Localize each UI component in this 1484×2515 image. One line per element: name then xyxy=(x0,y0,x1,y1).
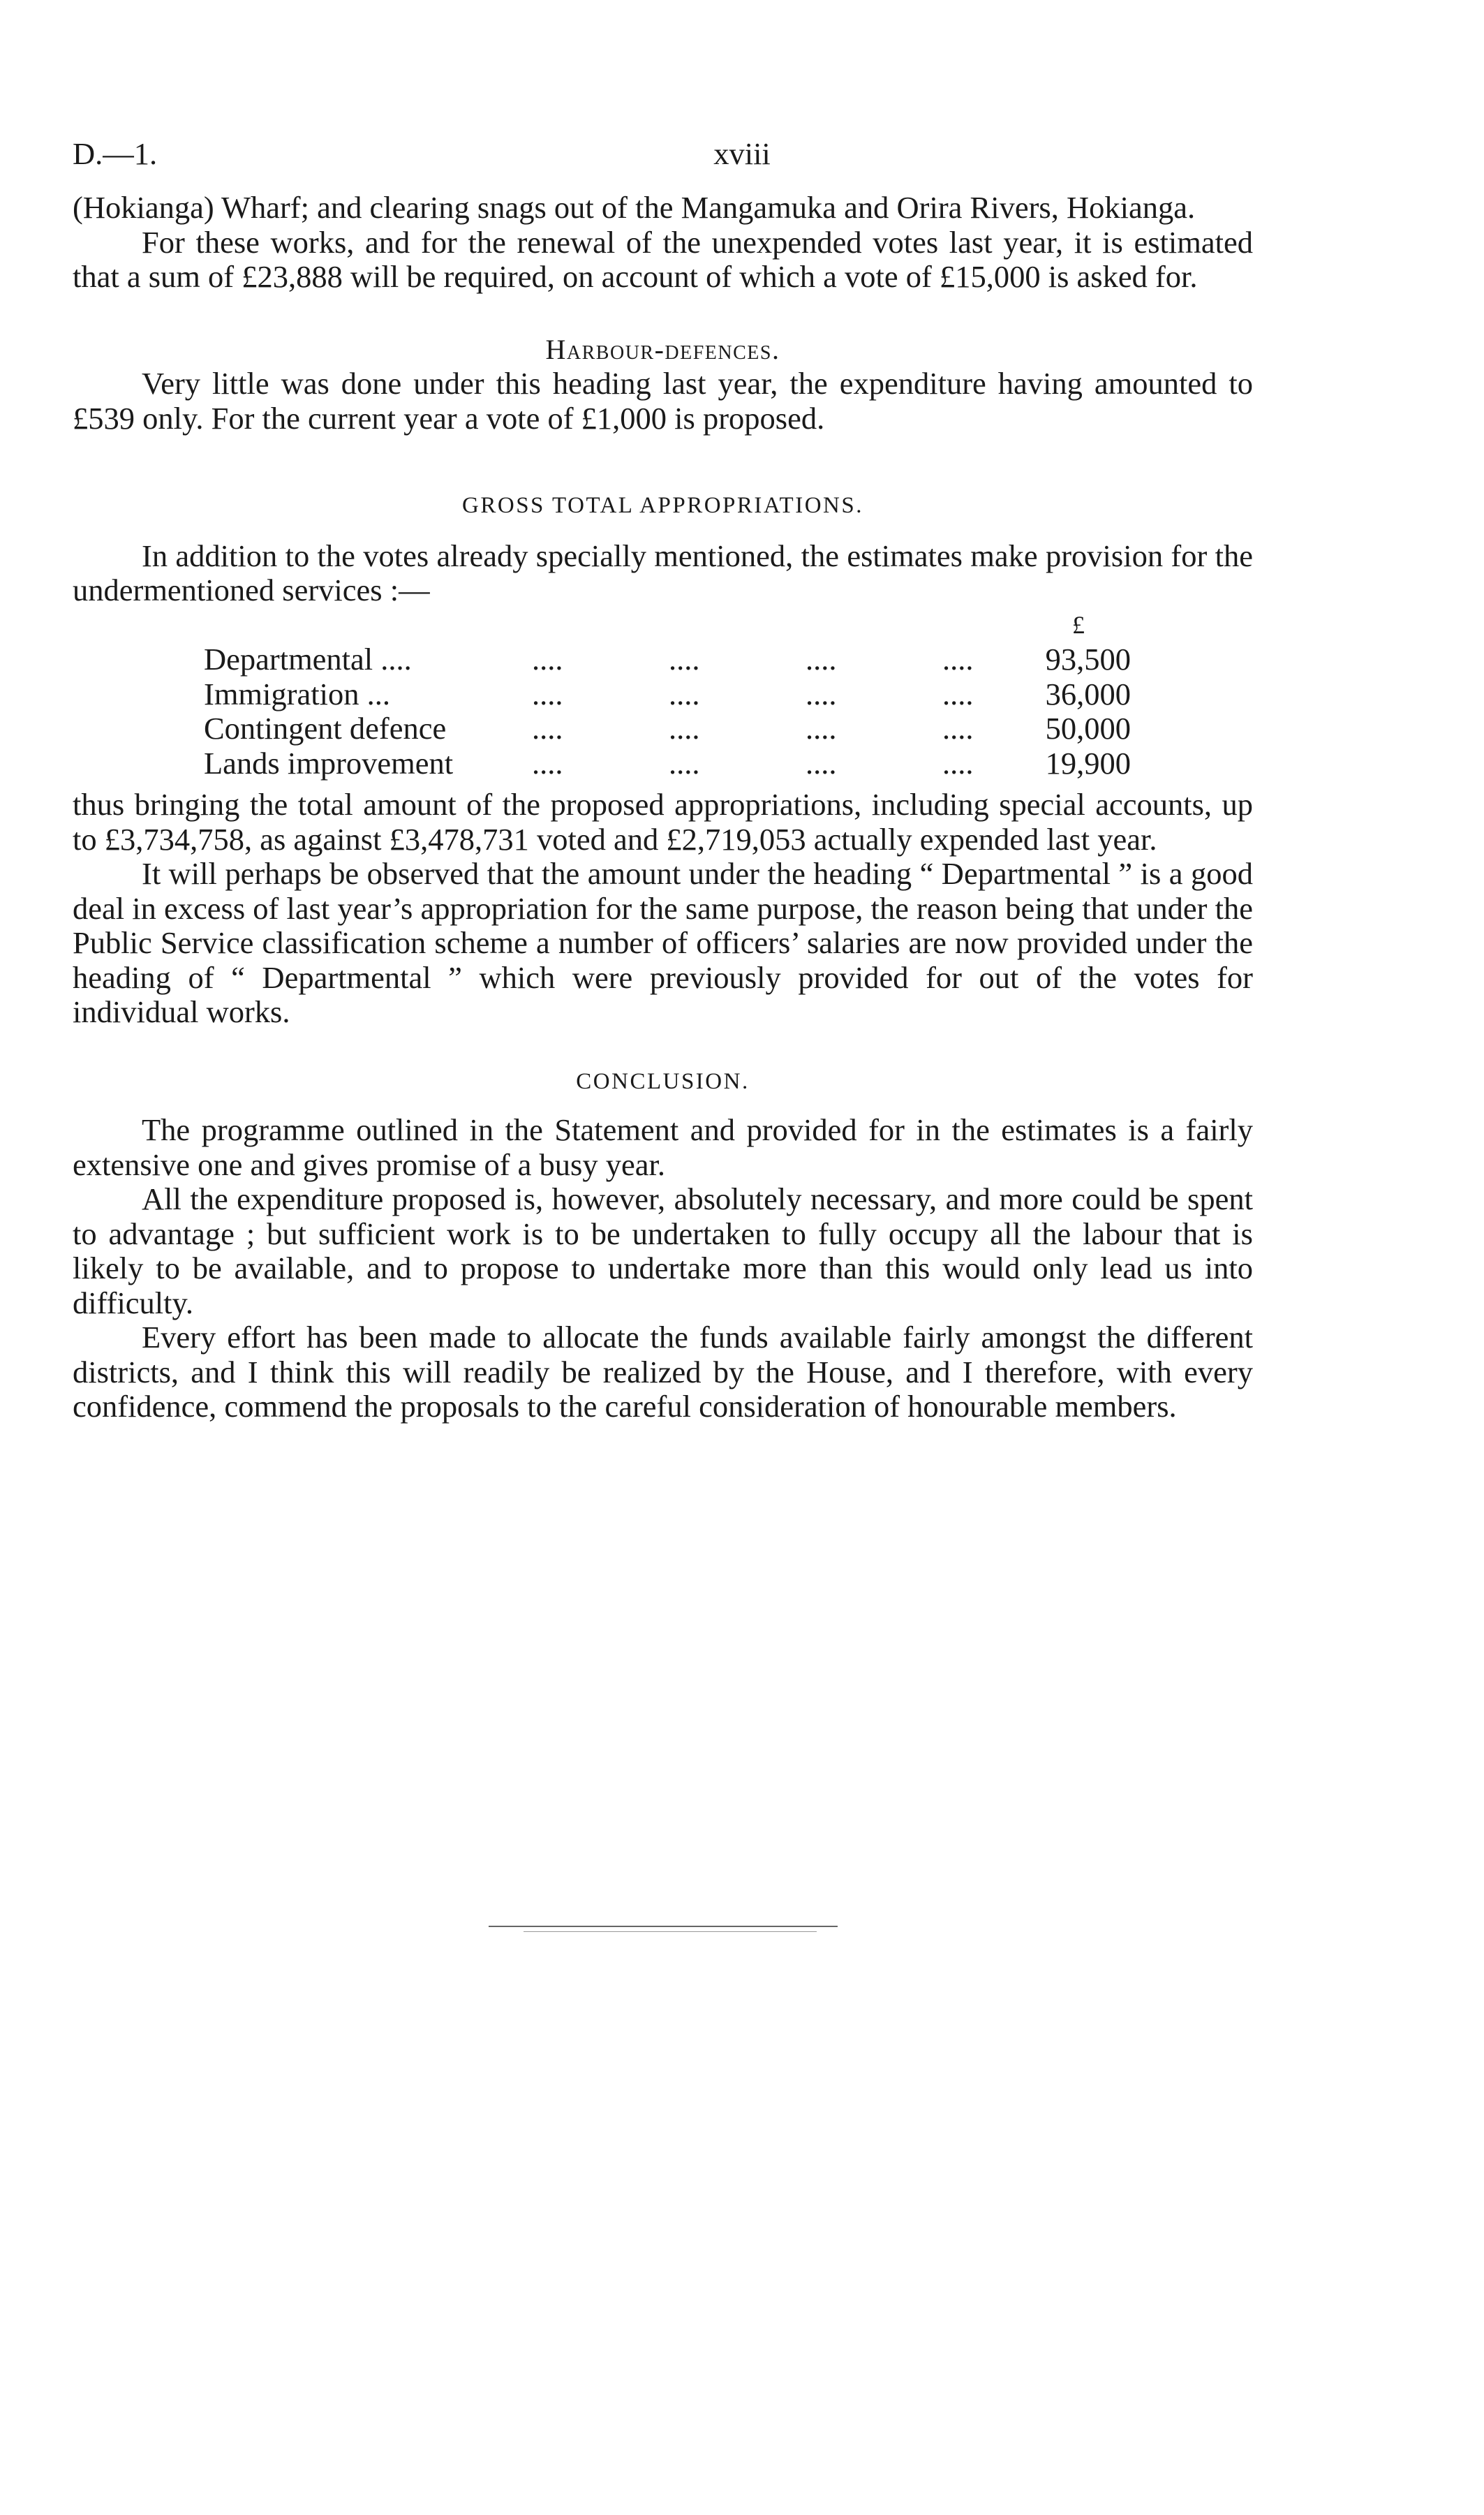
leader-dots: .... xyxy=(532,676,563,711)
service-amount: 50,000 xyxy=(1045,711,1131,746)
gross-total-heading: GROSS TOTAL APPROPRIATIONS. xyxy=(462,493,863,518)
table-row xyxy=(204,711,1131,746)
leader-dots: .... xyxy=(806,676,837,711)
appropriations-table xyxy=(204,608,1131,781)
gross-total-observation: It will perhaps be observed that the amount under the heading “ Departmental ” is a good deal in excess of last year’s appropriation for the same purpose, the reason being that under the Public Service classification scheme a number of officers’ salaries are now provided under the heading of “ Departmental ” which were previously provided for out of the votes for individual works. xyxy=(73,856,1253,1029)
leader-dots: .... xyxy=(942,676,974,711)
leader-dots: .... xyxy=(669,642,700,677)
leader-dots: .... xyxy=(942,642,974,677)
page-header xyxy=(73,137,1411,176)
conclusion-paragraph: All the expenditure proposed is, however, absolutely necessary, and more could be spent to advantage ; but sufficient work is to be undertaken to fully occupy all the labour that is likely to be available, and to propose to undertake more than this would only lead us into difficulty. xyxy=(73,1181,1253,1320)
service-label: Departmental .... xyxy=(204,642,412,677)
leader-dots: .... xyxy=(806,711,837,746)
leader-dots: .... xyxy=(532,745,563,781)
table-row xyxy=(204,746,1131,781)
closing-rule xyxy=(489,1926,838,1927)
harbour-works-estimate: For these works, and for the renewal of the unexpended votes last year, it is estimated that a sum of £23,888 will be required, on account of which a vote of £15,000 is asked for. xyxy=(73,224,1253,294)
document-reference: D.—1. xyxy=(73,136,158,171)
service-label: Contingent defence xyxy=(204,711,447,746)
table-row xyxy=(204,677,1131,712)
service-amount: 36,000 xyxy=(1045,676,1131,711)
conclusion-paragraph: Every effort has been made to allocate the funds available fairly amongst the different districts, and I think this will readily be realized by the House, and I therefore, with every confidence, commend the proposals to the careful consideration of honourable members. xyxy=(73,1320,1253,1424)
gross-total-summary: thus bringing the total amount of the proposed appropriations, including special accounts, up to £3,734,758, as against £3,478,731 voted and £2,719,053 actually expended last year. xyxy=(73,787,1253,857)
harbour-defences-heading: Harbour-defences. xyxy=(545,333,780,365)
currency-symbol: £ xyxy=(1072,610,1085,639)
harbour-defences-text: Very little was done under this heading last year, the expenditure having amounted to £539 only. For the current year a vote of £1,000 is proposed. xyxy=(73,366,1253,436)
closing-rule-underline xyxy=(524,1931,817,1932)
leader-dots: .... xyxy=(532,711,563,746)
conclusion-heading: CONCLUSION. xyxy=(576,1068,750,1094)
leader-dots: .... xyxy=(806,642,837,677)
leader-dots: .... xyxy=(669,745,700,781)
leader-dots: .... xyxy=(669,676,700,711)
leader-dots: .... xyxy=(942,711,974,746)
conclusion-paragraph: The programme outlined in the Statement and provided for in the estimates is a fairly extensive one and gives promise of a busy year. xyxy=(73,1112,1253,1182)
gross-total-intro: In addition to the votes already specially mentioned, the estimates make provision for the undermentioned services :— xyxy=(73,538,1253,607)
service-label: Immigration ... xyxy=(204,676,390,711)
leader-dots: .... xyxy=(532,642,563,677)
currency-row xyxy=(204,608,1131,643)
leader-dots: .... xyxy=(942,745,974,781)
leader-dots: .... xyxy=(669,711,700,746)
service-label: Lands improvement xyxy=(204,745,454,781)
service-amount: 19,900 xyxy=(1045,745,1131,781)
harbour-works-continuation: (Hokianga) Wharf; and clearing snags out of the Mangamuka and Orira Rivers, Hokianga. xyxy=(73,190,1196,225)
document-body xyxy=(73,191,1253,1424)
service-amount: 93,500 xyxy=(1045,642,1131,677)
page-number: xviii xyxy=(713,136,771,171)
leader-dots: .... xyxy=(806,745,837,781)
table-row xyxy=(204,642,1131,677)
